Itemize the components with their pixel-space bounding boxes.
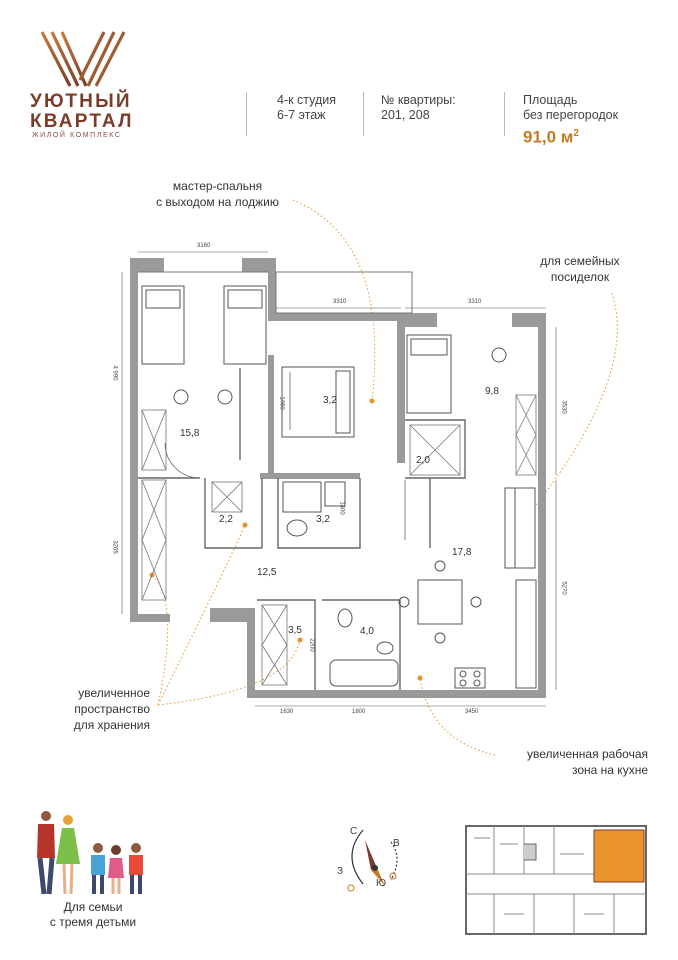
dim-right-lower: 5270 [560,581,567,595]
leader-storage-1 [152,575,168,705]
apartment-number: № квартиры: 201, 208 [381,93,456,122]
area-value: 91,0 м [523,127,574,147]
room-area-bedroom-left: 15,8 [180,428,200,439]
key-plan [464,824,648,936]
dim-top-mid: 3310 [333,299,347,305]
room-area-bathroom-upper: 3,2 [316,514,330,525]
room-area-bedroom-right: 9,8 [485,386,499,397]
callout-kitchen: увеличенная рабочая зона на кухне [527,747,648,777]
room-area-bathroom-lower: 4,0 [360,626,374,637]
dim-top-right: 3310 [468,299,482,305]
room-area-hall: 12,5 [257,567,277,578]
kitchen-counter [455,580,536,688]
sofa [505,488,535,568]
dim-top-left: 3160 [197,243,211,249]
callout-storage: увеличенное пространство для хранения [73,686,150,732]
room-area-storage: 3,5 [288,625,302,636]
room-area-closet-right: 2,0 [416,455,430,466]
dim-inner-1: 1460 [278,396,285,410]
room-area-balcony: 3,2 [323,395,337,406]
family-illustration-icon [28,808,148,900]
apartment-type: 4-к студия 6-7 этаж [277,93,337,122]
room-area-living: 17,8 [452,547,472,558]
compass-east: В [393,838,400,849]
dim-left-upper: 4 990 [111,365,118,381]
dim-bottom-3: 3450 [465,709,479,715]
compass-west: З [337,866,344,877]
dim-bottom-2: 1800 [352,709,366,715]
apartment-area: Площадь без перегородок 91,0 $м^2$ [523,93,619,147]
callout-family: для семейных посиделок [540,254,620,284]
callout-master-bedroom: мастер-спальня с выходом на лоджию [156,179,279,209]
compass-north: С [350,826,358,837]
dim-bottom-1: 1630 [280,709,294,715]
dim-inner-2: 1400 [338,501,345,515]
compass-icon [333,818,413,898]
brand-name: УЮТНЫЙ КВАРТАЛ [30,91,134,132]
leader-kitchen [420,678,495,755]
dim-left-lower: 3265 [111,540,118,554]
wardrobes [142,395,536,685]
brand-subtitle: ЖИЛОЙ КОМПЛЕКС [32,132,122,139]
family-caption: Для семьи с тремя детьми [49,900,137,929]
dim-inner-3: 2200 [308,638,315,652]
compass-south: Ю [376,878,387,889]
dim-right-upper: 3530 [560,400,567,414]
room-area-closet-left: 2,2 [219,514,233,525]
